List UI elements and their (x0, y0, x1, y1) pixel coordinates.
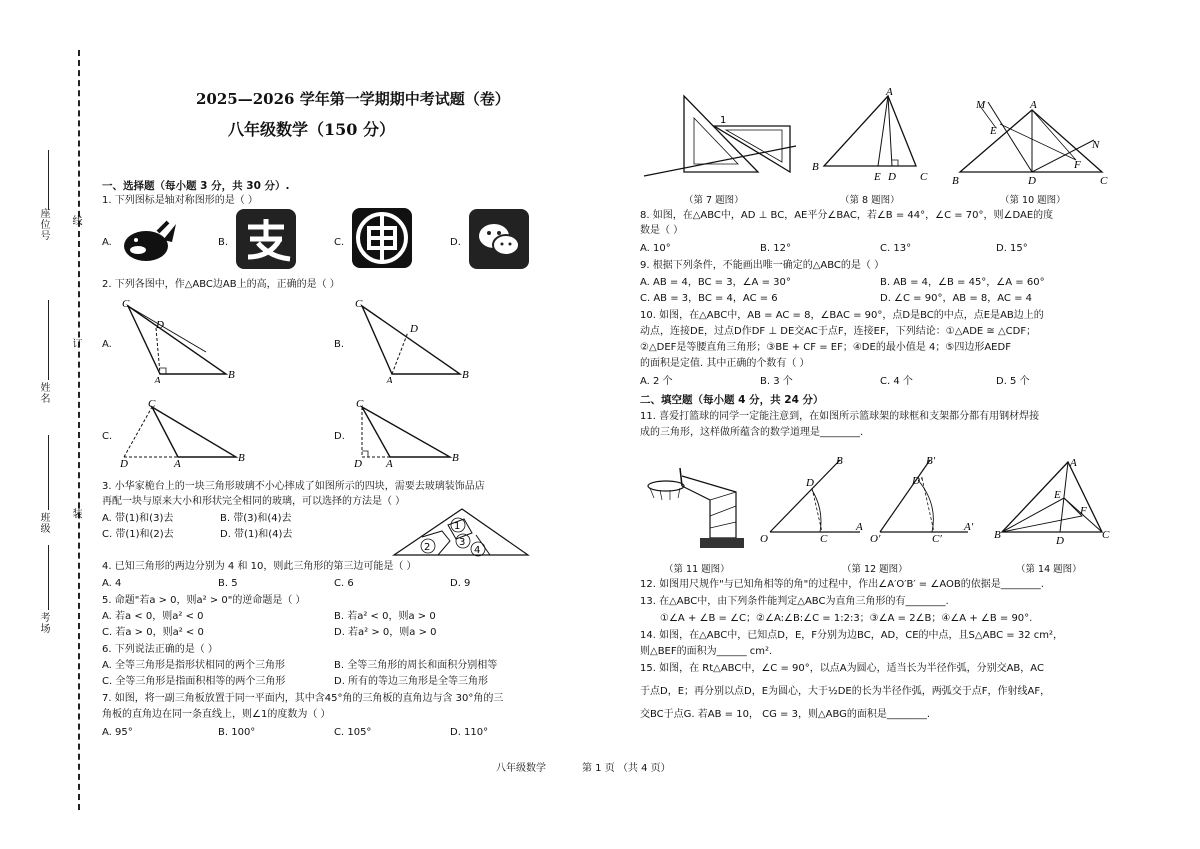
q9-opt-d: D. ∠C = 90°，AB = 8，AC = 4 (880, 293, 1033, 304)
q10-text-1: 10. 如图，在△ABC中，AB = AC = 8，∠BAC = 90°，点D是BC的中点，点E是AB边上的 (640, 310, 1044, 321)
svg-text:B: B (452, 452, 459, 464)
svg-text:1: 1 (454, 521, 461, 532)
q4-opt-a: A. 4 (102, 578, 122, 589)
q5-text: 5. 命题"若a > 0，则a² > 0"的逆命题是（ ） (102, 595, 306, 606)
seat-blank (48, 150, 49, 210)
q12-text: 12. 如图用尺规作"与已知角相等的角"的过程中，作出∠A′O′B′ = ∠AOB的依据是________. (640, 579, 1044, 590)
q7-opt-c: C. 105° (334, 727, 372, 738)
line-label: 线 (70, 215, 81, 226)
svg-text:F: F (1074, 159, 1081, 171)
bank-logo-icon (352, 208, 412, 268)
svg-text:D: D (1056, 535, 1064, 546)
svg-text:1: 1 (720, 115, 727, 126)
q10-text-3: ②△DEF是等腰直角三角形；③BE + CF = EF；④DE的最小值是 4；⑤四边形AEDF (640, 342, 1011, 353)
caption-fig14: （第 14 题图） (1016, 564, 1082, 575)
q2-opt-c: C. (102, 431, 113, 442)
whale-logo-icon (118, 210, 178, 270)
q15-text-1: 15. 如图，在 Rt△ABC中，∠C = 90°，以点A为圆心，适当长为半径作弧，分别交AB，AC (640, 663, 1044, 674)
svg-text:2: 2 (424, 542, 431, 553)
q3-text-2: 再配一块与原来大小和形状完全相同的玻璃，可以选择的方法是（ ） (102, 496, 406, 507)
figure-10 (950, 86, 1115, 188)
svg-text:M: M (976, 99, 986, 111)
svg-text:O′: O′ (870, 533, 881, 545)
room-blank (48, 545, 49, 610)
q10-opt-a: A. 2 个 (640, 376, 673, 387)
svg-text:O: O (760, 533, 768, 545)
q3-text-1: 3. 小华家桅台上的一块三角形玻璃不小心摔成了如图所示的四块，需要去玻璃装饰品店 (102, 481, 485, 492)
svg-text:A: A (386, 375, 393, 383)
q7-text-2: 角板的直角边在同一条直线上，则∠1的度数为（ ） (102, 709, 331, 720)
q7-opt-b: B. 100° (218, 727, 256, 738)
svg-text:E: E (1054, 489, 1061, 501)
svg-text:3: 3 (459, 537, 466, 548)
q8-opt-c: C. 13° (880, 243, 912, 254)
q3-glass-figure (392, 505, 532, 557)
svg-text:A: A (886, 86, 893, 98)
caption-fig12: （第 12 题图） (842, 564, 908, 575)
svg-text:D: D (888, 171, 896, 183)
q10-opt-c: C. 4 个 (880, 376, 913, 387)
q7-text-1: 7. 如图，将一副三角板放置于同一平面内，其中含45°角的三角板的直角边与含 30°角的三 (102, 693, 504, 704)
svg-text:C: C (1102, 529, 1110, 541)
svg-text:A′: A′ (964, 521, 974, 533)
q7-opt-a: A. 95° (102, 727, 133, 738)
q6-text: 6. 下列说法正确的是（ ） (102, 644, 218, 655)
svg-text:B: B (812, 161, 819, 173)
q11-text-1: 11. 喜爱打篮球的同学一定能注意到，在如图所示篮球架的球框和支架都分都有用钢材焊接 (640, 411, 1040, 422)
q1-opt-d: D. (450, 237, 461, 248)
q8-opt-b: B. 12° (760, 243, 791, 254)
svg-text:A: A (154, 375, 161, 383)
svg-text:A: A (1030, 99, 1037, 111)
svg-text:B: B (994, 529, 1001, 541)
exam-title: 2025—2026 学年第一学期期中考试题（卷） (196, 90, 510, 108)
q6-opt-c: C. 全等三角形是指面积相等的两个三角形 (102, 676, 286, 687)
name-blank (48, 300, 49, 380)
caption-fig7: （第 7 题图） (684, 195, 744, 206)
q8-text-1: 8. 如图，在△ABC中，AD ⊥ BC，AE平分∠BAC，若∠B = 44°，∠C = 70°，则∠DAE的度 (640, 210, 1054, 221)
svg-text:D: D (1028, 175, 1036, 187)
svg-text:C: C (355, 298, 363, 310)
q5-opt-b: B. 若a² < 0，则a > 0 (334, 611, 436, 622)
alipay-logo-icon (236, 209, 296, 269)
section1-heading: 一、选择题（每小题 3 分，共 30 分）. (102, 180, 290, 192)
q6-opt-d: D. 所有的等边三角形是全等三角形 (334, 676, 489, 687)
q1-opt-c: C. (334, 237, 345, 248)
q2-figure-d (350, 397, 475, 467)
svg-text:D′: D′ (912, 475, 923, 487)
q10-text-4: 的面积是定值. 其中正确的个数有（ ） (640, 358, 810, 369)
q6-opt-b: B. 全等三角形的周长和面积分别相等 (334, 660, 498, 671)
caption-fig8: （第 8 题图） (840, 195, 900, 206)
svg-text:C: C (122, 298, 130, 310)
caption-fig11: （第 11 题图） (664, 564, 730, 575)
svg-text:D: D (354, 458, 362, 467)
svg-text:F: F (1080, 505, 1087, 517)
figure-7 (640, 90, 800, 182)
q15-text-3: 交BC于点G. 若AB = 10， CG = 3，则△ABG的面积是________. (640, 709, 931, 720)
q4-opt-d: D. 9 (450, 578, 471, 589)
svg-text:4: 4 (474, 545, 481, 556)
q13-conditions: ①∠A + ∠B = ∠C；②∠A:∠B:∠C = 1:2:3；③∠A = 2∠B；④∠A + ∠B = 90°. (660, 613, 1033, 624)
q5-opt-c: C. 若a > 0，则a² < 0 (102, 627, 204, 638)
q8-text-2: 数是（ ） (640, 225, 684, 236)
footer-page: 第 1 页 （共 4 页） (582, 763, 671, 774)
q1-opt-b: B. (218, 237, 229, 248)
q9-text: 9. 根据下列条件，不能画出唯一确定的△ABC的是（ ） (640, 260, 885, 271)
q10-text-2: 动点，连接DE，过点D作DF ⊥ DE交AC于点F，连接EF，下列结论：①△ADE ≅ △CDF； (640, 326, 1037, 337)
svg-text:A: A (386, 458, 393, 467)
q6-opt-a: A. 全等三角形是指形状相同的两个三角形 (102, 660, 286, 671)
figure-12 (760, 454, 980, 546)
zhuang-label: 装 (70, 508, 81, 519)
q10-opt-b: B. 3 个 (760, 376, 793, 387)
name-label: 姓名 (38, 382, 49, 404)
q14-text-1: 14. 如图，在△ABC中，已知点D，E，F分别为边BC，AD，CE的中点，且S△ABC = 32 cm²， (640, 630, 1063, 641)
caption-fig10: （第 10 题图） (1000, 195, 1066, 206)
svg-text:D: D (120, 458, 128, 467)
svg-text:C: C (1100, 175, 1108, 187)
q8-opt-a: A. 10° (640, 243, 671, 254)
q9-opt-c: C. AB = 3，BC = 4，AC = 6 (640, 293, 778, 304)
figure-8 (806, 86, 936, 186)
svg-text:C: C (820, 533, 828, 545)
q1-text: 1. 下列图标是轴对称图形的是（ ） (102, 195, 258, 206)
svg-text:C: C (356, 398, 364, 410)
svg-text:B: B (836, 455, 843, 467)
q9-opt-b: B. AB = 4，∠B = 45°，∠A = 60° (880, 277, 1045, 288)
q5-opt-a: A. 若a < 0，则a² < 0 (102, 611, 204, 622)
svg-text:D: D (410, 323, 418, 335)
svg-text:A: A (174, 458, 181, 467)
figure-14 (992, 454, 1110, 546)
svg-text:B: B (462, 369, 469, 381)
q2-opt-a: A. (102, 339, 112, 350)
svg-text:B′: B′ (926, 455, 936, 467)
q2-opt-b: B. (334, 339, 345, 350)
q2-opt-d: D. (334, 431, 345, 442)
figure-11-basketball-hoop (640, 456, 752, 556)
class-label: 班级 (38, 512, 49, 534)
svg-text:E: E (874, 171, 881, 183)
svg-text:B: B (228, 369, 235, 381)
q3-opt-c: C. 带(1)和(2)去 (102, 529, 174, 540)
q13-text: 13. 在△ABC中，由下列条件能判定△ABC为直角三角形的有________. (640, 596, 949, 607)
q2-figure-a (118, 298, 243, 383)
room-label: 考场 (38, 612, 49, 634)
binding-line (78, 50, 80, 810)
q7-opt-d: D. 110° (450, 727, 489, 738)
q4-opt-c: C. 6 (334, 578, 354, 589)
svg-text:D: D (806, 477, 814, 489)
q11-text-2: 成的三角形，这样做所蕴含的数学道理是________. (640, 427, 864, 438)
q5-opt-d: D. 若a² > 0，则a > 0 (334, 627, 437, 638)
q4-opt-b: B. 5 (218, 578, 238, 589)
exam-subtitle: 八年级数学（150 分） (228, 120, 395, 139)
q2-text: 2. 下列各图中，作△ABC边AB上的高，正确的是（ ） (102, 279, 340, 290)
svg-text:C′: C′ (932, 533, 942, 545)
svg-text:C: C (920, 171, 928, 183)
svg-text:A: A (856, 521, 863, 533)
q2-figure-c (118, 397, 248, 467)
q9-opt-a: A. AB = 4，BC = 3，∠A = 30° (640, 277, 791, 288)
q8-opt-d: D. 15° (996, 243, 1028, 254)
svg-text:D: D (156, 319, 164, 331)
q3-opt-d: D. 带(1)和(4)去 (220, 529, 293, 540)
svg-text:C: C (148, 398, 156, 410)
wechat-logo-icon (469, 209, 529, 269)
svg-text:N: N (1092, 139, 1100, 151)
svg-text:A: A (1070, 457, 1077, 469)
svg-text:E: E (990, 125, 997, 137)
q15-text-2: 于点D，E；再分别以点D，E为圆心，大于½DE的长为半径作弧，两弧交于点F，作射线AF， (640, 686, 1051, 697)
q10-opt-d: D. 5 个 (996, 376, 1030, 387)
section2-heading: 二、填空题（每小题 4 分，共 24 分） (640, 394, 824, 406)
footer-subject: 八年级数学 (496, 763, 546, 774)
class-blank (48, 435, 49, 510)
q3-opt-a: A. 带(1)和(3)去 (102, 513, 174, 524)
q14-text-2: 则△BEF的面积为______ cm². (640, 646, 773, 657)
seat-label: 座位号 (38, 208, 49, 241)
q3-opt-b: B. 带(3)和(4)去 (220, 513, 292, 524)
q4-text: 4. 已知三角形的两边分别为 4 和 10，则此三角形的第三边可能是（ ） (102, 561, 417, 572)
ding-label: 订 (70, 338, 81, 349)
q1-opt-a: A. (102, 237, 112, 248)
svg-text:B: B (952, 175, 959, 187)
q2-figure-b (350, 298, 475, 383)
svg-text:B: B (238, 452, 245, 464)
